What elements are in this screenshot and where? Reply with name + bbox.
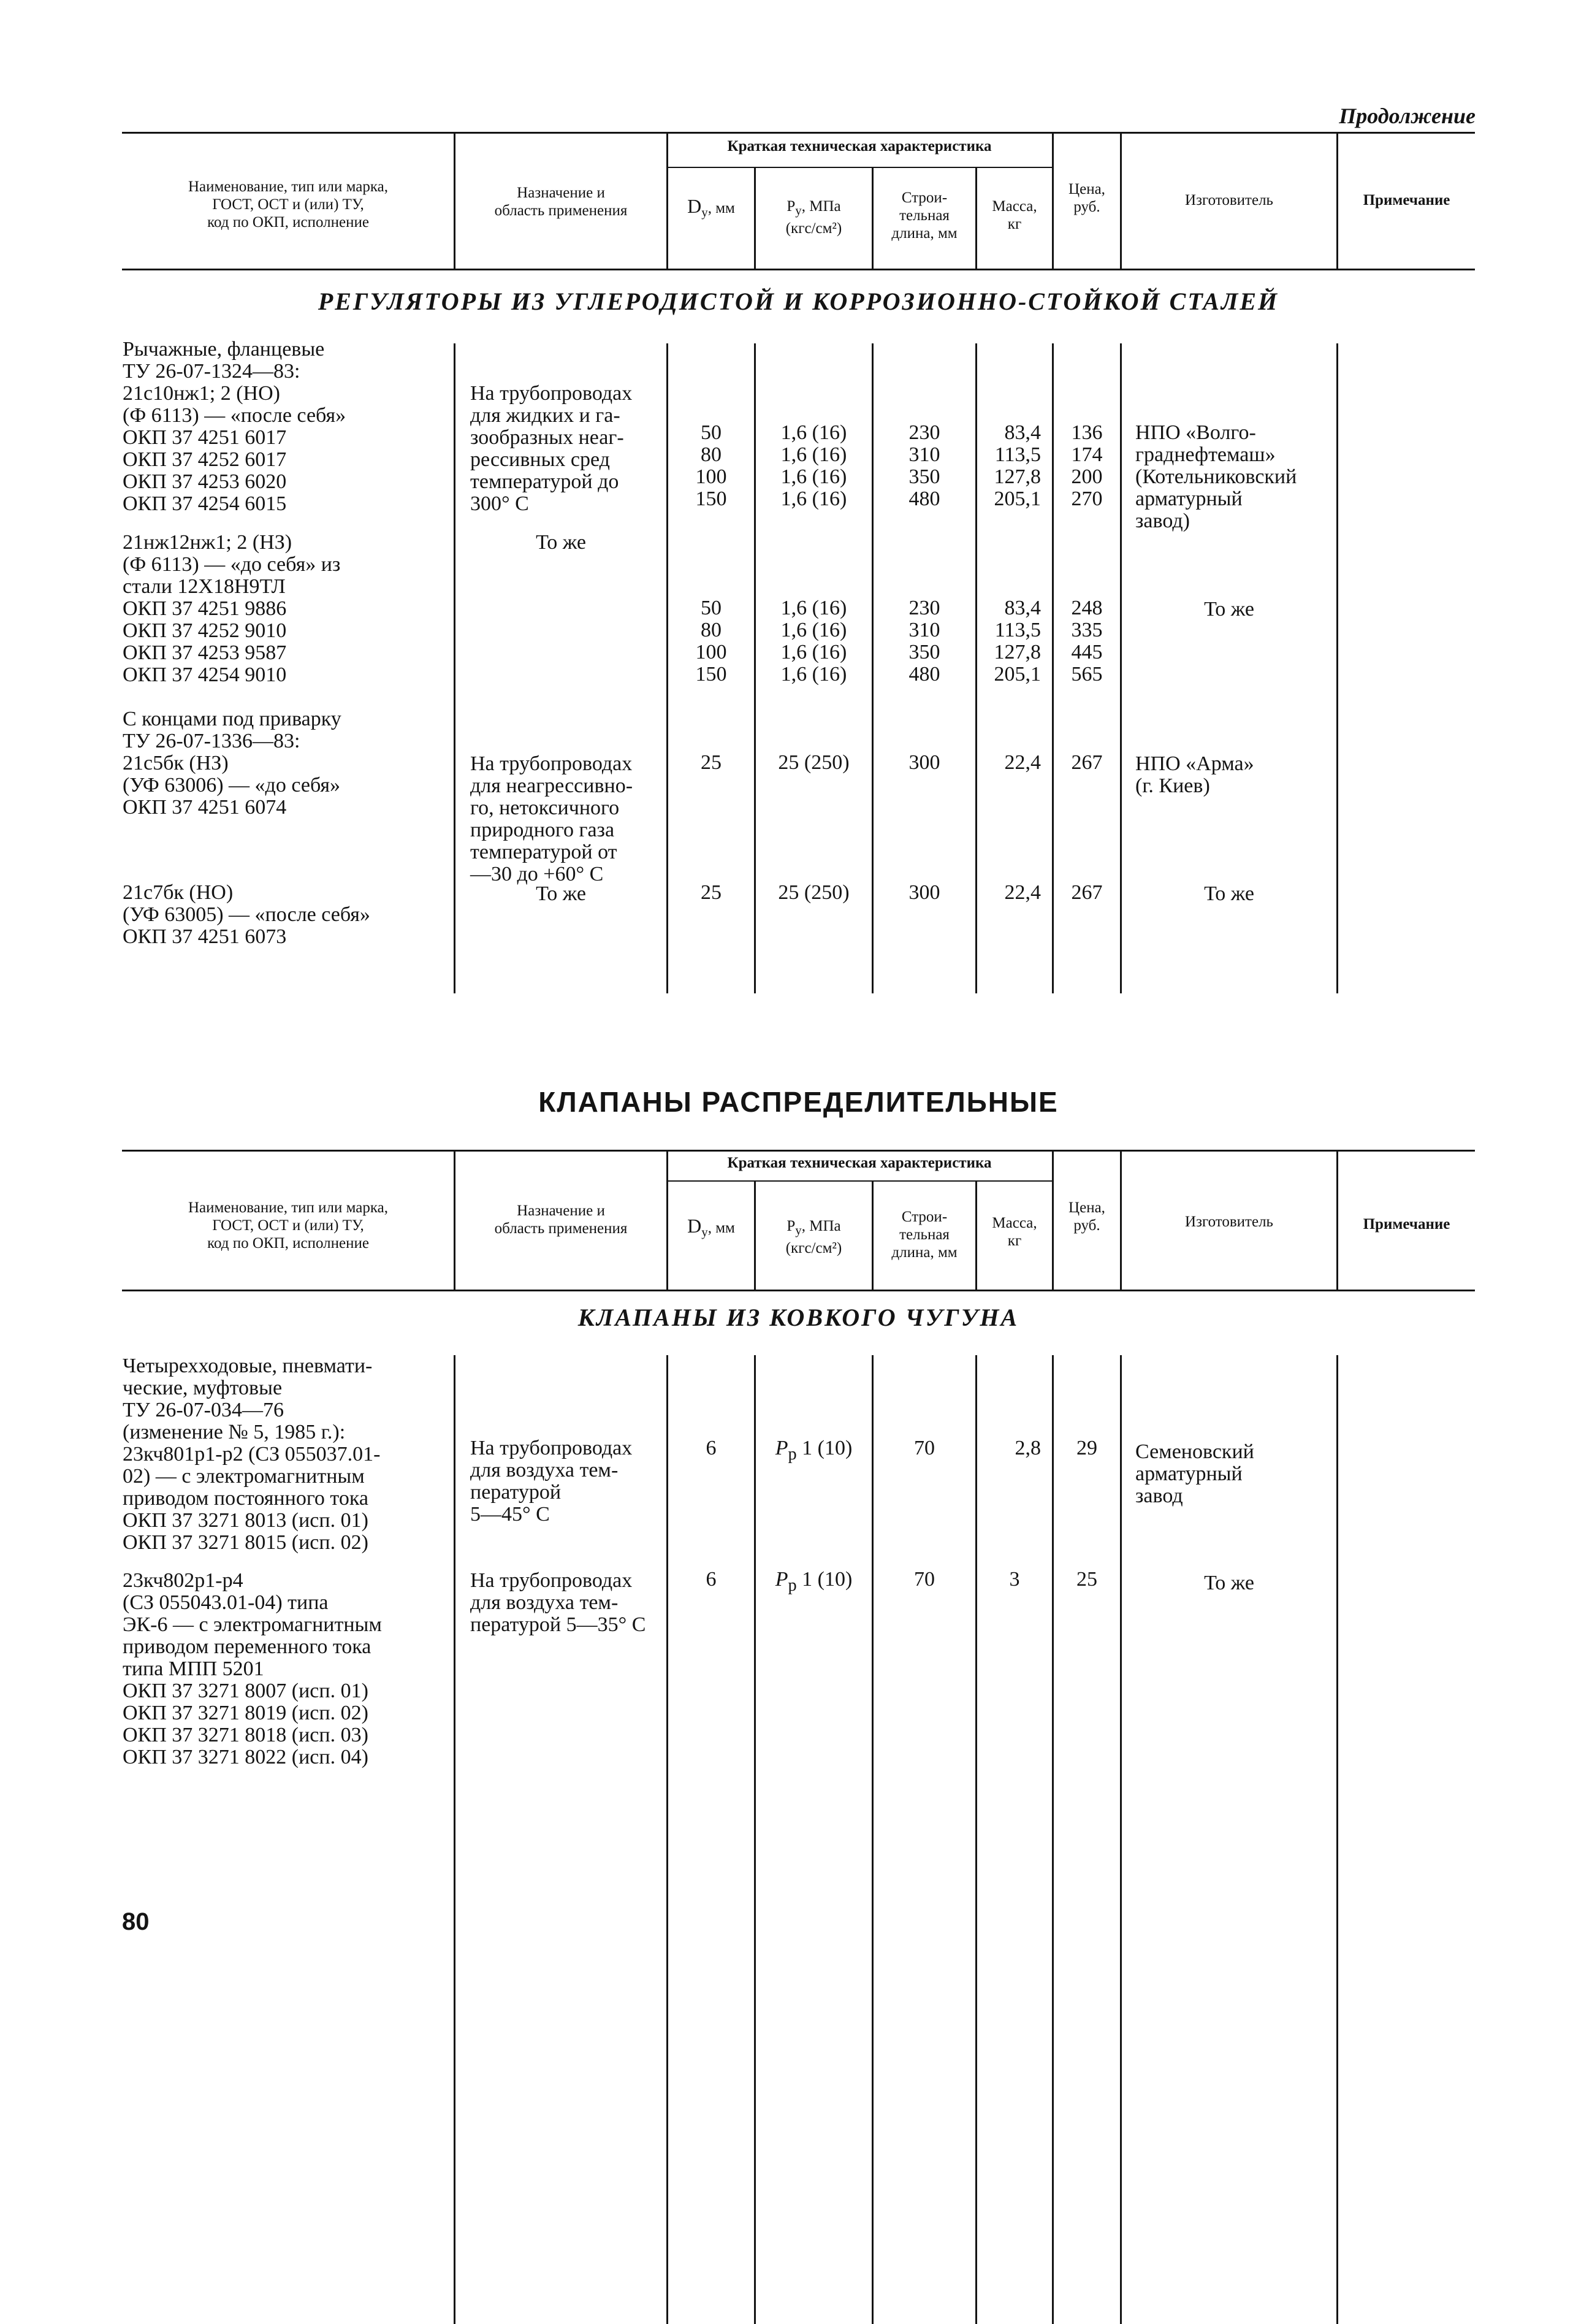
header-py	[756, 1217, 872, 1257]
row-maker: НПО «Арма» (г. Киев)	[1135, 752, 1254, 797]
row-mass: 2,8	[1015, 1437, 1041, 1459]
body-divider	[1336, 1355, 1338, 2324]
row-purpose: На трубопроводах для жидких и га- зообразных неаг- рессивных сред температурой до 300° С	[470, 382, 633, 515]
pressure-subscript: р	[788, 1444, 797, 1464]
row-purpose: То же	[536, 882, 586, 905]
row-length: 230 310 350 480	[908, 597, 940, 686]
header-brief: Краткая техническая характеристика	[727, 138, 992, 155]
section-title-iron: КЛАПАНЫ ИЗ КОВКОГО ЧУГУНА	[577, 1304, 1019, 1331]
row-price: 267	[1071, 881, 1103, 904]
header-note: Примечание	[1363, 192, 1450, 208]
py-subscript: у	[795, 203, 802, 218]
row-mass: 22,4	[1004, 751, 1041, 774]
row-dy: 6	[706, 1568, 717, 1591]
header-bottom-rule	[122, 1290, 1475, 1291]
row-price: 136 174 200 270	[1071, 421, 1103, 510]
row-length: 300	[908, 881, 940, 904]
page-title: КЛАПАНЫ РАСПРЕДЕЛИТЕЛЬНЫЕ	[538, 1086, 1059, 1118]
dy-symbol: D	[687, 1215, 702, 1237]
pressure-value: 1 (10)	[796, 1437, 853, 1459]
row-maker: Семеновский арматурный завод	[1135, 1440, 1254, 1507]
header-py	[756, 197, 872, 237]
py-symbol: P	[786, 1218, 796, 1234]
row-mass: 3	[1009, 1568, 1020, 1591]
header-brief: Краткая техническая характеристика	[727, 1155, 992, 1171]
body-divider	[1336, 343, 1338, 993]
header-maker: Изготовитель	[1185, 1214, 1273, 1230]
dy-subscript: у	[701, 1225, 708, 1239]
body-divider	[754, 1355, 756, 2324]
pressure-value: 1 (10)	[796, 1568, 853, 1591]
pressure-symbol: P	[775, 1568, 788, 1591]
header-purpose: Назначение и область применения	[494, 185, 628, 219]
row-price: 267	[1071, 751, 1103, 774]
dy-subscript: у	[701, 205, 708, 220]
body-divider	[975, 343, 977, 993]
row-price: 25	[1076, 1568, 1097, 1591]
row-purpose: На трубопроводах для воздуха тем- пературой 5—45° С	[470, 1437, 633, 1526]
py-unit: , МПа (кгс/см²)	[785, 198, 842, 237]
header-name: Наименование, тип или марка, ГОСТ, ОСТ и (или) ТУ, код по ОКП, исполнение	[188, 1199, 389, 1252]
brief-header-rule	[666, 167, 1052, 168]
header-mass: Масса, кг	[992, 1215, 1037, 1249]
brief-header-rule	[666, 1180, 1052, 1182]
header-name: Наименование, тип или марка, ГОСТ, ОСТ и (или) ТУ, код по ОКП, исполнение	[188, 178, 389, 231]
row-dy: 50 80 100 150	[695, 421, 727, 510]
row-py: 1,6 (16) 1,6 (16) 1,6 (16) 1,6 (16)	[780, 421, 847, 510]
row-py: 1,6 (16) 1,6 (16) 1,6 (16) 1,6 (16)	[780, 597, 847, 686]
row-py	[756, 1437, 872, 1466]
row-dy: 6	[706, 1437, 717, 1459]
header-price: Цена, руб.	[1068, 181, 1105, 215]
row-mass: 22,4	[1004, 881, 1041, 904]
hdr-divider	[454, 1150, 455, 1291]
header-bottom-rule	[122, 269, 1475, 270]
dy-unit: , мм	[707, 200, 735, 216]
header-dy	[668, 197, 754, 221]
row-name: С концами под приварку ТУ 26-07-1336—83: 21с5бк (НЗ) (УФ 63006) — «до себя» ОКП 37 4251 6074	[123, 708, 341, 819]
py-symbol: P	[786, 198, 796, 215]
row-length: 70	[914, 1437, 935, 1459]
row-dy: 25	[701, 881, 722, 904]
row-maker: То же	[1204, 598, 1254, 621]
body-divider	[975, 1355, 977, 2324]
py-subscript: у	[795, 1223, 802, 1237]
row-name: 23кч802р1-р4 (СЗ 055043.01-04) типа ЭК-6 — с электромагнитным приводом переменного тока типа МПП 5201 ОКП 37 3271 8007 (исп. 01) ОКП 37 3271 8019 (исп. 02) ОКП 37 3271 8018 (исп. 03) ОКП 37 3271 8022 (исп. 04)	[123, 1569, 382, 1768]
row-maker: НПО «Волго- граднефтемаш» (Котельниковский арматурный завод)	[1135, 421, 1297, 532]
body-divider	[1052, 1355, 1054, 2324]
header-length: Строи- тельная длина, мм	[891, 1209, 958, 1261]
row-name: Четырехходовые, пневмати- ческие, муфтовые ТУ 26-07-034—76 (изменение № 5, 1985 г.): 23кч801р1-р2 (СЗ 055037.01- 02) — с электромагнитным приводом постоянного тока ОКП 37 3271 8013 (исп. 01) ОКП 37 3271 8015 (исп. 02)	[123, 1355, 381, 1554]
row-name: Рычажные, фланцевые ТУ 26-07-1324—83: 21с10нж1; 2 (НО) (Ф 6113) — «после себя» ОКП 37 4251 6017 ОКП 37 4252 6017 ОКП 37 4253 6020 ОКП 37 4254 6015	[123, 338, 346, 515]
row-purpose: На трубопроводах для неагрессивно- го, нетоксичного природного газа температурой от —30 до +60° С	[470, 752, 633, 885]
continuation-label: Продолжение	[1339, 104, 1476, 128]
body-divider	[1120, 1355, 1122, 2324]
row-py: 25 (250)	[778, 881, 850, 904]
row-mass: 83,4 113,5 127,8 205,1	[994, 597, 1041, 686]
header-note: Примечание	[1363, 1216, 1450, 1233]
row-maker: То же	[1204, 1572, 1254, 1594]
dy-unit: , мм	[707, 1220, 735, 1236]
row-name: 21с7бк (НО) (УФ 63005) — «после себя» ОКП 37 4251 6073	[123, 881, 370, 948]
hdr-divider	[454, 132, 455, 270]
row-purpose: То же	[536, 531, 586, 554]
body-divider	[666, 1355, 668, 2324]
table-top-rule	[122, 1150, 1475, 1152]
row-name: 21нж12нж1; 2 (НЗ) (Ф 6113) — «до себя» из стали 12Х18Н9ТЛ ОКП 37 4251 9886 ОКП 37 4252 9010 ОКП 37 4253 9587 ОКП 37 4254 9010	[123, 531, 341, 686]
header-purpose: Назначение и область применения	[494, 1202, 628, 1237]
pressure-subscript: р	[788, 1575, 797, 1595]
row-py	[756, 1569, 872, 1597]
header-dy	[668, 1217, 754, 1241]
header-mass: Масса, кг	[992, 198, 1037, 232]
row-maker: То же	[1204, 882, 1254, 905]
row-dy: 25	[701, 751, 722, 774]
row-mass: 83,4 113,5 127,8 205,1	[994, 421, 1041, 510]
page-number: 80	[122, 1908, 150, 1935]
row-length: 70	[914, 1568, 935, 1591]
row-dy: 50 80 100 150	[695, 597, 727, 686]
row-price: 248 335 445 565	[1071, 597, 1103, 686]
header-length: Строи- тельная длина, мм	[891, 189, 958, 242]
row-purpose: На трубопроводах для воздуха тем- пературой 5—35° С	[470, 1569, 646, 1636]
header-price: Цена, руб.	[1068, 1199, 1105, 1234]
pressure-symbol: P	[775, 1437, 788, 1459]
dy-symbol: D	[687, 195, 702, 217]
py-unit: , МПа (кгс/см²)	[785, 1218, 842, 1256]
body-divider	[454, 1355, 455, 2324]
table-top-rule	[122, 132, 1475, 134]
row-py: 25 (250)	[778, 751, 850, 774]
row-length: 230 310 350 480	[908, 421, 940, 510]
body-divider	[872, 1355, 874, 2324]
header-maker: Изготовитель	[1185, 192, 1273, 208]
section-title-steel: РЕГУЛЯТОРЫ ИЗ УГЛЕРОДИСТОЙ И КОРРОЗИОННО-СТОЙКОЙ СТАЛЕЙ	[318, 288, 1279, 315]
row-length: 300	[908, 751, 940, 774]
row-price: 29	[1076, 1437, 1097, 1459]
